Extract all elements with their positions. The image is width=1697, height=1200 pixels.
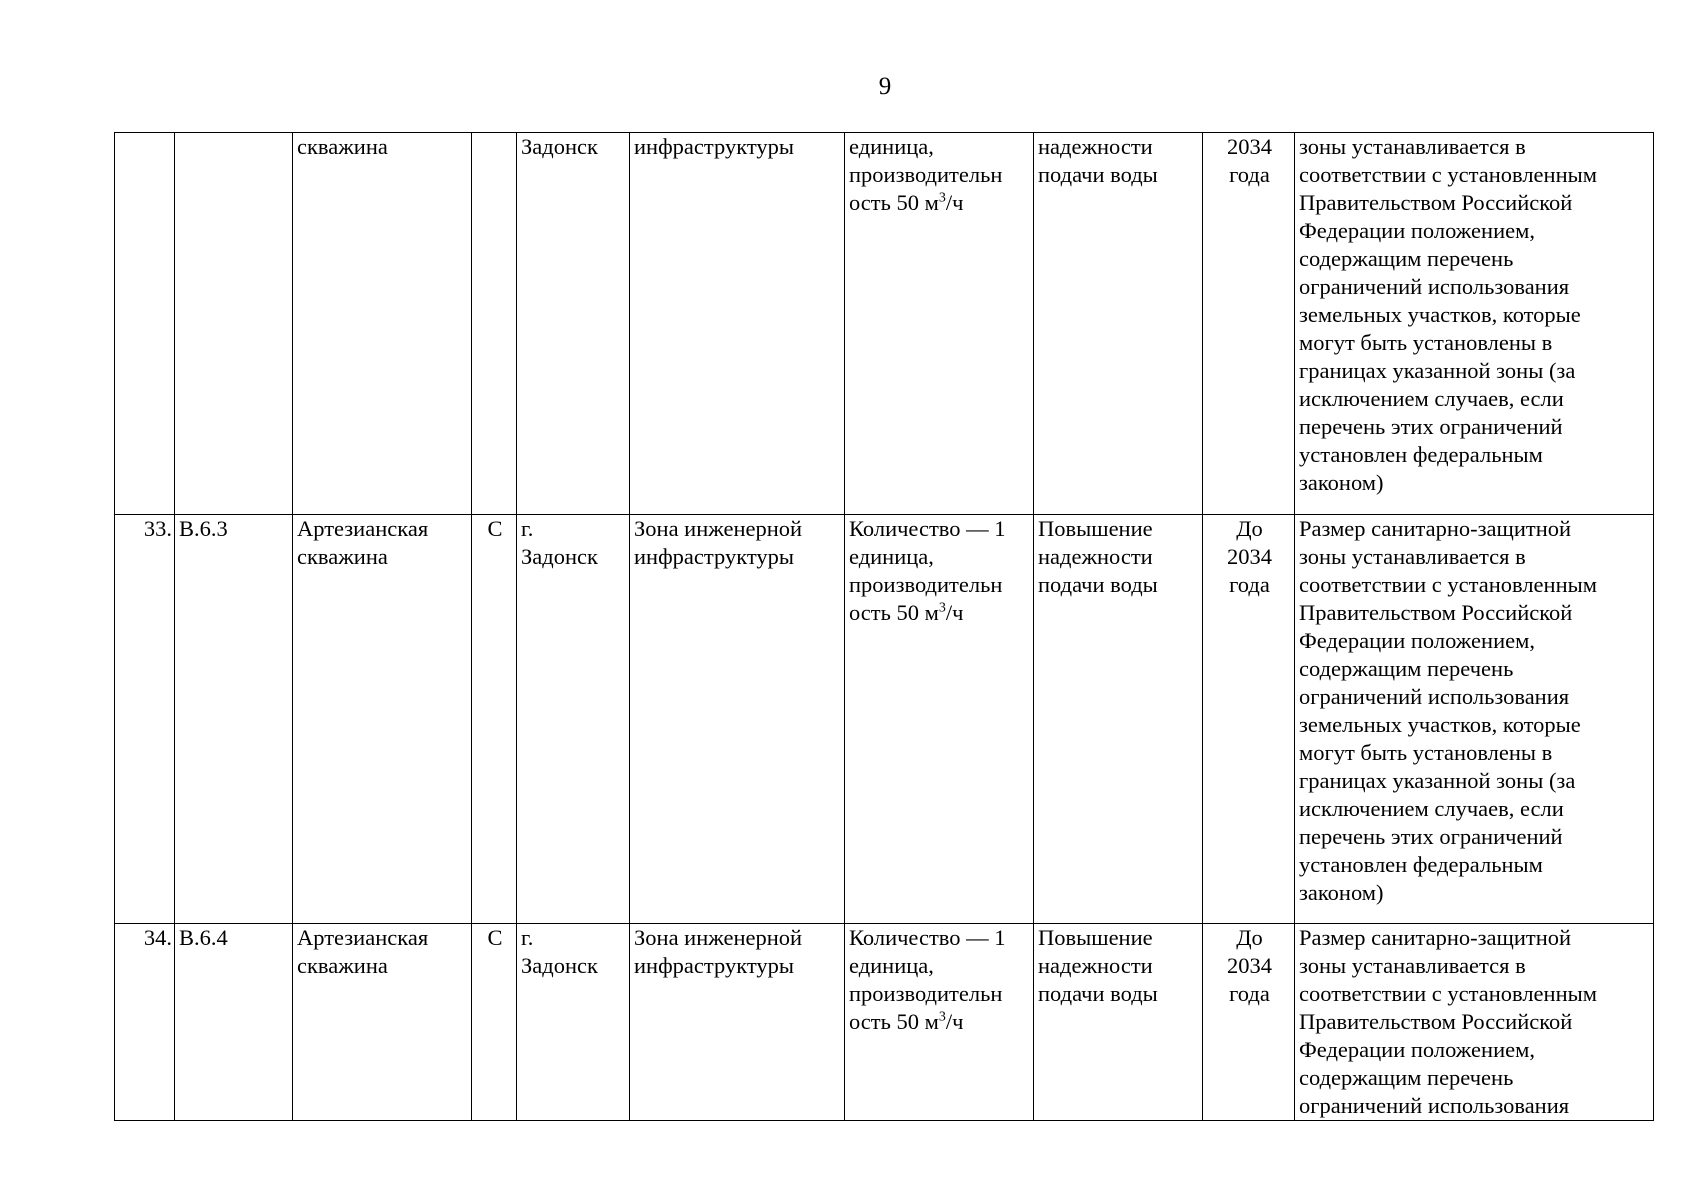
object-restrictions: зоны устанавливается в соответствии с установленным Правительством Российской Федерации положением, содержащим перечень ограничений использования земельных участков, которые могут быть установлены в границах указанной зоны (за исключением случаев, если перечень этих ограничений установлен федеральным законом) [1295,133,1654,515]
object-term: До 2034 года [1203,515,1295,924]
objects-table [114,132,1654,1121]
object-term: До 2034 года [1203,924,1295,1121]
object-type: С [472,515,517,924]
object-name: Артезианская скважина [293,924,472,1121]
object-name: Артезианская скважина [293,515,472,924]
object-restrictions: Размер санитарно-защитной зоны устанавливается в соответствии с установленным Правительством Российской Федерации положением, содержащим перечень ограничений использования земельных участков, которые могут быть установлены в границах указанной зоны (за исключением случаев, если перечень этих ограничений установлен федеральным законом) [1295,515,1654,924]
table-row [115,924,1654,1121]
row-number: 33. [115,515,175,924]
object-code [175,133,293,515]
object-zone: Зона инженерной инфраструктуры [630,515,845,924]
page-number: 9 [878,73,892,100]
object-code: В.6.3 [175,515,293,924]
object-zone: инфраструктуры [630,133,845,515]
table-row [115,133,1654,515]
object-purpose: Повышение надежности подачи воды [1034,515,1203,924]
object-characteristics: Количество — 1 единица, производительн ость 50 $м^3/ч$ [845,515,1034,924]
row-number [115,133,175,515]
table-row [115,515,1654,924]
object-type [472,133,517,515]
row-number: 34. [115,924,175,1121]
object-purpose: надежности подачи воды [1034,133,1203,515]
object-code: В.6.4 [175,924,293,1121]
object-name: скважина [293,133,472,515]
object-type: С [472,924,517,1121]
object-location: г. Задонск [517,924,630,1121]
object-characteristics: Количество — 1 единица, производительн ость 50 $м^3/ч$ [845,924,1034,1121]
object-zone: Зона инженерной инфраструктуры [630,924,845,1121]
object-term: 2034 года [1203,133,1295,515]
object-location: г. Задонск [517,515,630,924]
object-location: Задонск [517,133,630,515]
object-characteristics: единица, производительн ость 50 $м^3/ч$ [845,133,1034,515]
object-purpose: Повышение надежности подачи воды [1034,924,1203,1121]
object-restrictions: Размер санитарно-защитной зоны устанавливается в соответствии с установленным Правительством Российской Федерации положением, содержащим перечень ограничений использования [1295,924,1654,1121]
